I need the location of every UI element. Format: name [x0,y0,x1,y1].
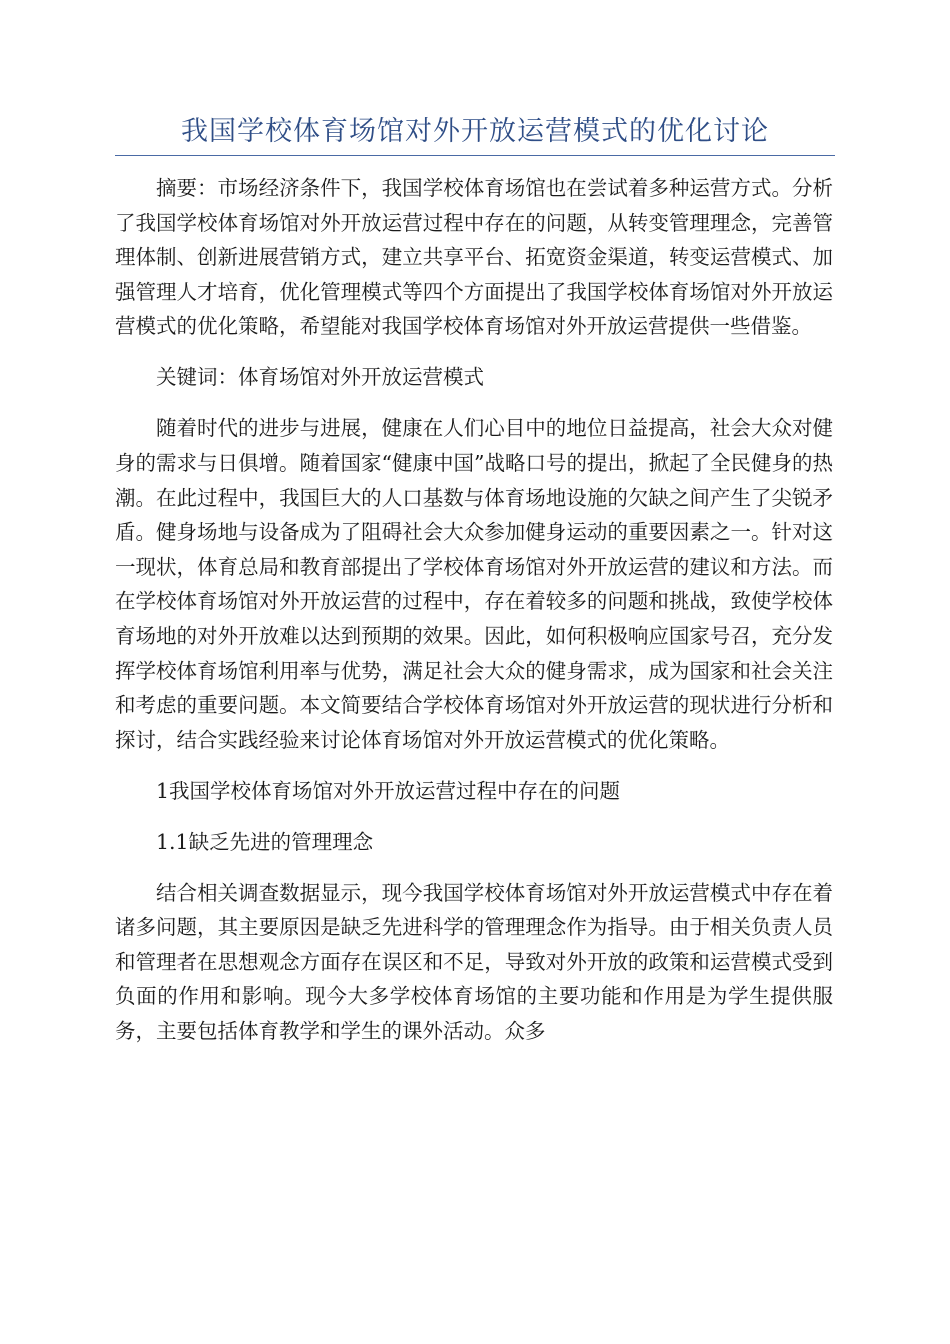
body-paragraph: 结合相关调查数据显示，现今我国学校体育场馆对外开放运营模式中存在着诸多问题，其主要原因是缺乏先进科学的管理理念作为指导。由于相关负责人员和管理者在思想观念方面存在误区和不足，导致对外开放的政策和运营模式受到负面的作用和影响。现今大多学校体育场馆的主要功能和作用是为学生提供服务，主要包括体育教学和学生的课外活动。众多 [115,880,833,1044]
subsection-heading-1-1: 1.1缺乏先进的管理理念 [156,829,374,854]
intro-paragraph: 随着时代的进步与进展，健康在人们心目中的地位日益提高，社会大众对健身的需求与日俱增。随着国家“健康中国”战略口号的提出，掀起了全民健身的热潮。在此过程中，我国巨大的人口基数与体育场地设施的欠缺之间产生了尖锐矛盾。健身场地与设备成为了阻碍社会大众参加健身运动的重要因素之一。针对这一现状，体育总局和教育部提出了学校体育场馆对外开放运营的建议和方法。而在学校体育场馆对外开放运营的过程中，存在着较多的问题和挑战，致使学校体育场地的对外开放难以达到预期的效果。因此，如何积极响应国家号召，充分发挥学校体育场馆利用率与优势，满足社会大众的健身需求，成为国家和社会关注和考虑的重要问题。本文简要结合学校体育场馆对外开放运营的现状进行分析和探讨，结合实践经验来讨论体育场馆对外开放运营模式的优化策略。 [115,416,833,752]
title-underline [115,155,835,156]
document-title: 我国学校体育场馆对外开放运营模式的优化讨论 [181,116,769,147]
abstract-paragraph: 摘要：市场经济条件下，我国学校体育场馆也在尝试着多种运营方式。分析了我国学校体育场馆对外开放运营过程中存在的问题，从转变管理理念，完善管理体制、创新进展营销方式，建立共享平台、拓宽资金渠道，转变运营模式、加强管理人才培育，优化管理模式等四个方面提出了我国学校体育场馆对外开放运营模式的优化策略，希望能对我国学校体育场馆对外开放运营提供一些借鉴。 [115,176,833,339]
section-heading-1: 1我国学校体育场馆对外开放运营过程中存在的问题 [156,778,621,803]
document-body [115,171,833,1065]
keywords-paragraph: 关键词：体育场馆对外开放运营模式 [156,365,484,390]
